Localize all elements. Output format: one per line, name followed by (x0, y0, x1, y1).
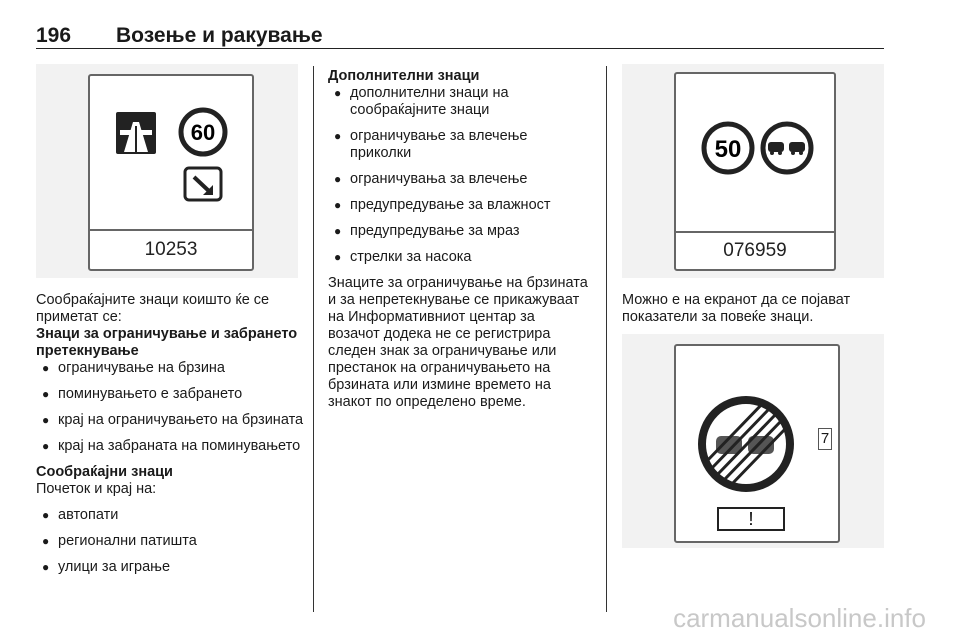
list-item: ● дополнителни знаци на сообраќајните знаци (328, 85, 590, 119)
column-divider (313, 66, 314, 612)
figure-panel-3 (622, 334, 884, 548)
list-item: ● крај на ограничувањето на брзината (36, 412, 304, 429)
bullet-list (36, 507, 304, 576)
list-item: ● крај на забраната на поминувањето (36, 438, 304, 455)
list-item: ● ограничувања за влечење (328, 171, 590, 188)
page-number: 196 (36, 24, 72, 47)
list-item: ● регионални патишта (36, 533, 304, 550)
sign-card (674, 72, 836, 271)
bullet-list (36, 360, 304, 455)
column-divider (606, 66, 607, 612)
section-heading: Сообраќајни знаци (36, 464, 173, 480)
list-item: ● поминувањето е забрането (36, 386, 304, 403)
list-item: ● улици за играње (36, 559, 304, 576)
figure-id: 10253 (90, 229, 252, 269)
column-3-caption (622, 292, 888, 326)
speed-limit-text: 60 (190, 120, 216, 145)
column-2-text (328, 68, 590, 411)
caption-text: Можно е на екранот да се појават показатели за повеќе знаци. (622, 292, 851, 325)
list-item: ● ограничување на брзина (36, 360, 304, 377)
section-heading: Знаци за ограничување и забрането претекнување (36, 326, 298, 359)
list-item: ● предупредување за мраз (328, 223, 590, 240)
list-item: ● стрелки за насока (328, 249, 590, 266)
watermark: carmanualsonline.info (673, 603, 926, 633)
page-title: Возење и ракување (116, 24, 323, 47)
body-paragraph: Знаците за ограничување на брзината и за непретекнување се прикажуваат на Информативниот центар за возачот додека не се регистрира следен знак за ограничување или престанок на ограничувањето на брзината или измине времето на знакот по определено време. (328, 275, 588, 410)
side-badge: 7 (818, 428, 832, 450)
speed-and-no-overtaking-sign-icon (676, 74, 834, 224)
column-1-text (36, 292, 304, 585)
figure-panel-1 (36, 64, 298, 278)
sub-intro: Почеток и крај на: (36, 481, 157, 497)
intro-text: Сообраќајните знаци коишто ќе се приметат се: (36, 292, 270, 325)
list-item: ● ограничување за влечење приколки (328, 128, 590, 162)
bullet-list (328, 85, 590, 266)
figure-id: 076959 (676, 231, 834, 269)
list-item: ● предупредување за влажност (328, 197, 590, 214)
figure-panel-2 (622, 64, 884, 278)
motorway-speed-sign-icon (90, 76, 252, 226)
page-header (36, 26, 884, 49)
exclamation-text: ! (748, 509, 754, 529)
speed-limit-text: 50 (714, 136, 742, 163)
section-heading: Дополнителни знаци (328, 68, 480, 84)
sign-card (674, 344, 840, 543)
list-item: ● автопати (36, 507, 304, 524)
end-of-no-overtaking-sign-icon (676, 346, 838, 541)
sign-card (88, 74, 254, 271)
